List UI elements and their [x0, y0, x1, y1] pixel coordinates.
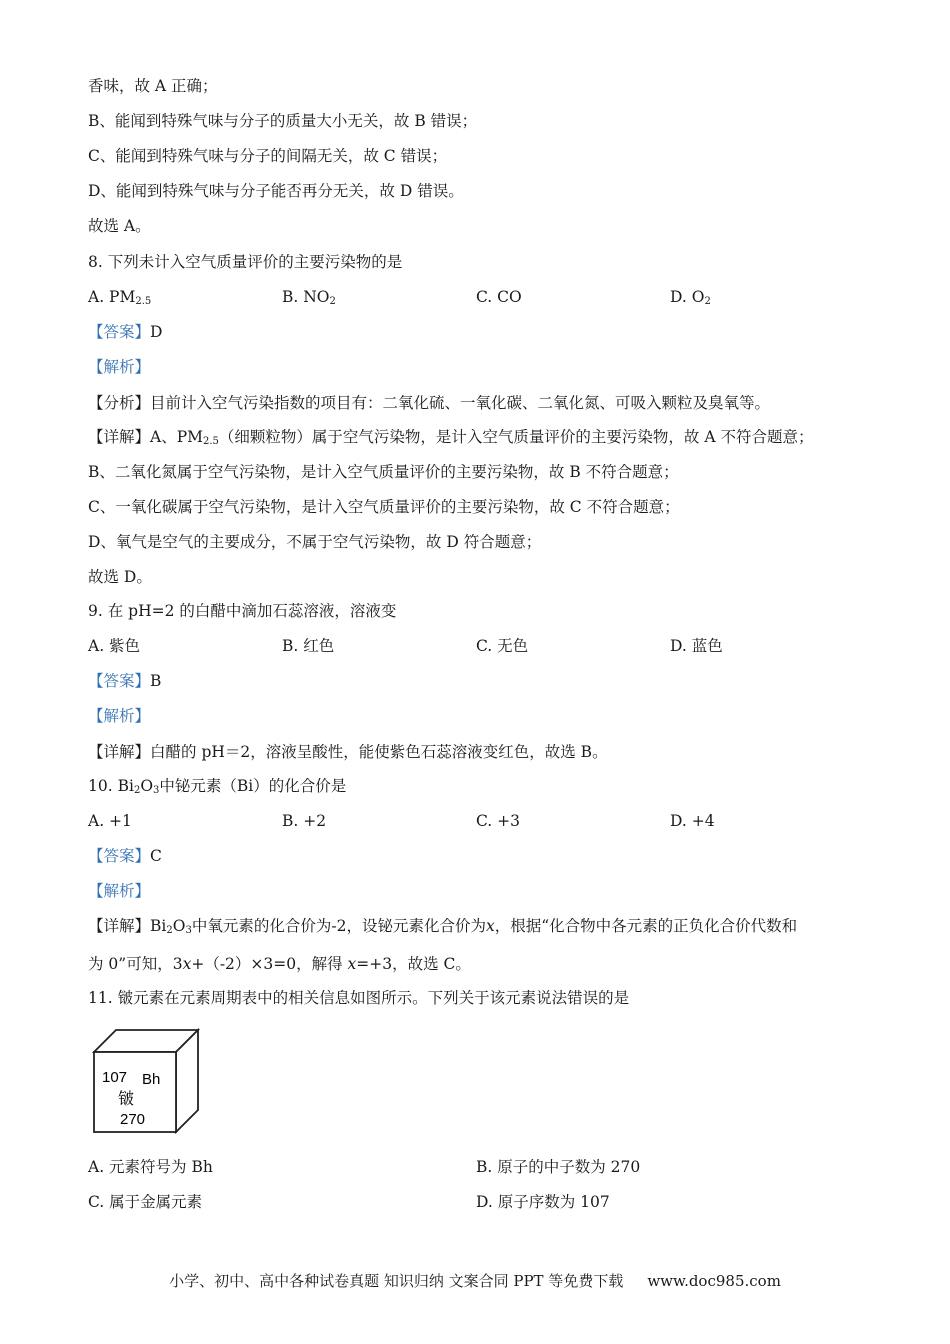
periodic-element-cube — [92, 1028, 200, 1134]
q11-option-c: C. 属于金属元素 — [88, 1193, 203, 1211]
q11-option-a: A. 元素符号为 Bh — [88, 1158, 213, 1176]
q8-detail-line: C、一氧化碳属于空气污染物，是计入空气质量评价的主要污染物，故 C 不符合题意； — [88, 498, 680, 516]
q11-option-d: D. 原子序数为 107 — [476, 1193, 610, 1211]
q9-option-c: C. 无色 — [476, 637, 529, 655]
q11-option-b: B. 原子的中子数为 270 — [476, 1158, 641, 1176]
q9-option-a: A. 紫色 — [88, 637, 141, 655]
q8-option-c: C. CO — [476, 288, 522, 306]
q8-analysis-tag: 【解析】 — [88, 358, 151, 376]
answer-tag: 【答案】 — [88, 323, 151, 341]
q10-option-c: C. +3 — [476, 812, 521, 830]
q9-option-d: D. 蓝色 — [670, 637, 723, 655]
q10-option-a: A. +1 — [88, 812, 132, 830]
q8-detail-line: 故选 D。 — [88, 568, 152, 586]
q9-option-b: B. 红色 — [282, 637, 335, 655]
text-line: 故选 A。 — [88, 217, 151, 235]
text-line: 香味，故 A 正确； — [88, 77, 218, 95]
text-line: D、能闻到特殊气味与分子能否再分无关，故 D 错误。 — [88, 182, 464, 200]
question-10-stem: 10. $Bi_2O_3$中铋元素（Bi）的化合价是 — [88, 777, 347, 796]
q10-option-b: B. +2 — [282, 812, 327, 830]
element-atomic-number: 107 — [102, 1069, 128, 1086]
q10-detail-line: 为 0”可知，3x+（-2）×3=0，解得 x=+3，故选 C。 — [88, 955, 471, 973]
q10-option-d: D. +4 — [670, 812, 715, 830]
text-line: C、能闻到特殊气味与分子的间隔无关，故 C 错误； — [88, 147, 448, 165]
q10-detail: 【详解】$Bi_2O_3$中氧元素的化合价为-2，设铋元素化合价为x，根据“化合物中各元素的正负化合价代数和 — [88, 917, 798, 936]
q10-answer: 【答案】C — [88, 847, 162, 865]
q8-detail: 【详解】A、$PM_{2.5}$（细颗粒物）属于空气污染物，是计入空气质量评价的主要污染物，故 A 不符合题意； — [88, 428, 814, 447]
element-name: 𬭛 — [118, 1089, 135, 1108]
q9-detail: 【详解】白醋的 pH＝2，溶液呈酸性，能使紫色石蕊溶液变红色，故选 B。 — [88, 743, 608, 761]
question-9-stem: 9. 在 pH=2 的白醋中滴加石蕊溶液，溶液变 — [88, 602, 397, 620]
page-footer — [0, 1270, 950, 1291]
footer-text: 小学、初中、高中各种试卷真题 知识归纳 文案合同 PPT 等免费下载 — [169, 1272, 624, 1290]
q8-option-b: B. $NO_2$ — [282, 288, 336, 307]
q8-answer: 【答案】D — [88, 323, 163, 341]
q8-option-a: A. $PM_{2.5}$ — [88, 288, 152, 307]
q8-detail-line: D、氧气是空气的主要成分，不属于空气污染物，故 D 符合题意； — [88, 533, 542, 551]
question-11-stem: 11. 𬭛元素在元素周期表中的相关信息如图所示。下列关于该元素说法错误的是 — [88, 989, 630, 1007]
element-mass: 270 — [120, 1111, 146, 1128]
q8-detail-line: B、二氧化氮属于空气污染物，是计入空气质量评价的主要污染物，故 B 不符合题意； — [88, 463, 679, 481]
q8-option-d: D. $O_2$ — [670, 288, 711, 307]
q9-answer: 【答案】B — [88, 672, 162, 690]
question-8-stem: 8. 下列未计入空气质量评价的主要污染物的是 — [88, 253, 403, 271]
q10-analysis-tag: 【解析】 — [88, 882, 151, 900]
element-symbol: Bh — [142, 1071, 161, 1088]
q9-analysis-tag: 【解析】 — [88, 707, 151, 725]
q8-fenxi: 【分析】目前计入空气污染指数的项目有：二氧化硫、一氧化碳、二氧化氮、可吸入颗粒及臭氧等。 — [88, 394, 771, 412]
text-line: B、能闻到特殊气味与分子的质量大小无关，故 B 错误； — [88, 112, 478, 130]
footer-site-link[interactable]: www.doc985.com — [647, 1272, 781, 1290]
